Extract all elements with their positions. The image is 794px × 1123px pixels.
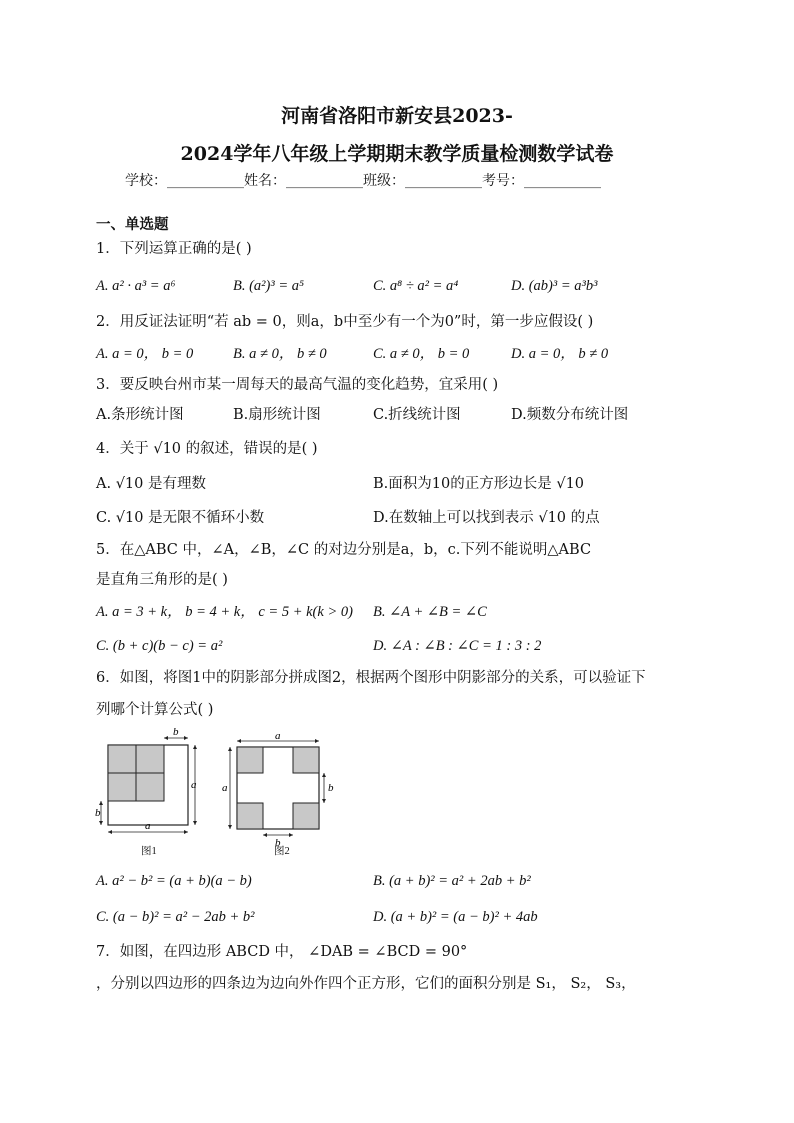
q5-option-a: A. a = 3 + k， b = 4 + k， c = 5 + k(k > 0) (96, 604, 353, 620)
fig1-label-a-bottom: a (145, 820, 151, 832)
q6-option-b: B. (a + b)² = a² + 2ab + b² (373, 873, 531, 889)
page-title-line1: 河南省洛阳市新安县2023- (281, 105, 513, 127)
q3-option-b: B.扇形统计图 (233, 407, 321, 423)
q3-option-c: C.折线统计图 (373, 407, 461, 423)
question-4-stem: 4．关于 √10 的叙述，错误的是( ) (96, 441, 318, 457)
q1-option-d: D. (ab)³ = a³b³ (511, 278, 598, 294)
fig2-label-a-left: a (222, 782, 228, 794)
question-2-stem: 2．用反证法证明“若 ab = 0，则a，b中至少有一个为0”时，第一步应假设( ) (96, 314, 594, 330)
q2-option-d: D. a = 0， b ≠ 0 (511, 346, 609, 362)
question-5-stem-line1: 5．在△ABC 中，∠A，∠B，∠C 的对边分别是a，b，c.下列不能说明△ABC (96, 542, 592, 558)
q1-option-b: B. (a²)³ = a⁵ (233, 278, 305, 294)
question-7-stem-line1: 7．如图，在四边形 ABCD 中， ∠DAB = ∠BCD = 90° (96, 944, 468, 960)
section-heading: 一、单选题 (96, 216, 169, 233)
q2-option-c: C. a ≠ 0， b = 0 (373, 346, 470, 362)
figure-2-caption: 图2 (274, 846, 290, 857)
figure-2 (222, 730, 346, 854)
q1-option-c: C. a⁸ ÷ a² = a⁴ (373, 278, 459, 294)
fig2-label-b-right: b (328, 782, 334, 794)
q6-option-c: C. (a − b)² = a² − 2ab + b² (96, 909, 255, 925)
fig2-shaded-corner (237, 747, 263, 773)
q6-option-d: D. (a + b)² = (a − b)² + 4ab (373, 909, 538, 925)
q1-option-a: A. a² · a³ = a⁶ (96, 278, 176, 294)
fig2-shaded-corner (293, 803, 319, 829)
q5-option-d: D. ∠A : ∠B : ∠C = 1 : 3 : 2 (373, 638, 542, 654)
question-6-stem-line2: 列哪个计算公式( ) (96, 702, 214, 718)
q2-option-a: A. a = 0， b = 0 (96, 346, 194, 362)
q4-option-d: D.在数轴上可以找到表示 √10 的点 (373, 510, 600, 526)
fig2-label-a-top: a (275, 730, 281, 742)
question-5-stem-line2: 是直角三角形的是( ) (96, 572, 228, 588)
figure-1 (95, 728, 205, 858)
fig1-label-a-right: a (191, 779, 197, 791)
fig1-label-b-left: b (95, 807, 101, 819)
fig2-label-b-bottom: b (275, 837, 281, 849)
q5-option-c: C. (b + c)(b − c) = a² (96, 638, 223, 654)
q4-option-b: B.面积为10的正方形边长是 √10 (373, 476, 585, 492)
question-3-stem: 3．要反映台州市某一周每天的最高气温的变化趋势，宜采用( ) (96, 377, 499, 393)
figure-1-caption: 图1 (141, 846, 157, 857)
q3-option-d: D.频数分布统计图 (511, 407, 629, 423)
fig1-label-b-top: b (173, 726, 179, 738)
q4-option-a: A. √10 是有理数 (96, 476, 206, 492)
question-7-stem-line2: ，分别以四边形的四条边为边向外作四个正方形，它们的面积分别是 S₁， S₂， S₃， (96, 976, 636, 992)
question-6-stem-line1: 6．如图，将图1中的阴影部分拼成图2，根据两个图形中阴影部分的关系，可以验证下 (96, 670, 646, 686)
q4-option-c: C. √10 是无限不循环小数 (96, 510, 265, 526)
page-title-line2: 2024学年八年级上学期期末教学质量检测数学试卷 (180, 143, 614, 165)
q3-option-a: A.条形统计图 (96, 407, 184, 423)
question-1-stem: 1．下列运算正确的是( ) (96, 241, 252, 257)
student-info-line: 学校：___________姓名：___________班级：___________考号：___________ (125, 173, 601, 189)
fig2-shaded-corner (237, 803, 263, 829)
q5-option-b: B. ∠A + ∠B = ∠C (373, 604, 487, 620)
fig2-shaded-corner (293, 747, 319, 773)
q2-option-b: B. a ≠ 0， b ≠ 0 (233, 346, 327, 362)
q6-option-a: A. a² − b² = (a + b)(a − b) (96, 873, 252, 889)
